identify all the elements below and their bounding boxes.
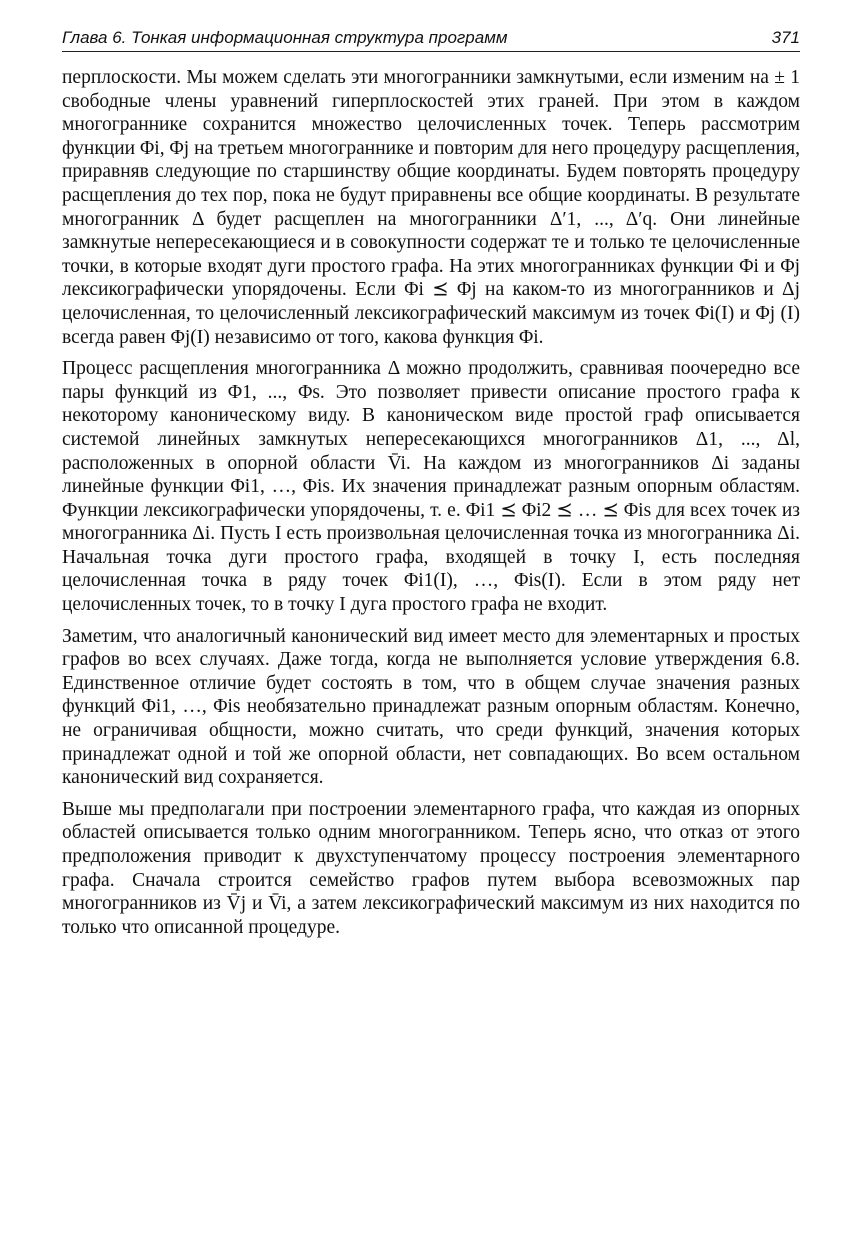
page-body <box>62 66 800 939</box>
paragraph-2: Процесс расщепления многогранника Δ можно продолжить, сравнивая поочередно все пары функций из Φ1, ..., Φs. Это позволяет привести описание простого графа к некоторому каноническому виду. В каноническом виде простой граф описывается системой линейных замкнутых непересекающихся многогранников Δ1, ..., Δl, расположенных в опорной области V̄i. На каждом из многогранников Δi заданы линейные функции Φi1, …, Φis. Их значения принадлежат разным опорным областям. Функции лексикографически упорядочены, т. е. Φi1 ⪯ Φi2 ⪯ … ⪯ Φis для всех точек из многогранника Δi. Пусть I есть произвольная целочисленная точка из многогранника Δi. Начальная точка дуги простого графа, входящей в точку I, есть последняя целочисленная точка в ряду точек Φi1(I), …, Φis(I). Если в этом ряду нет целочисленных точек, то в точку I дуга простого графа не входит. <box>62 358 801 616</box>
chapter-title: Глава 6. Тонкая информационная структура программ <box>62 28 508 47</box>
paragraph-3: Заметим, что аналогичный канонический вид имеет место для элементарных и простых графов во всех случаях. Даже тогда, когда не выполняется условие утверждения 6.8. Единственное отличие будет состоять в том, что в общем случае значения разных функций Φi1, …, Φis необязательно принадлежат разным опорным областям. Конечно, не ограничивая общности, можно считать, что среди функций, значения которых принадлежат одной и той же опорной области, нет совпадающих. Во всем остальном канонический вид сохраняется. <box>62 625 800 789</box>
paragraph-1: перплоскости. Мы можем сделать эти многогранники замкнутыми, если изменим на ± 1 свободные члены уравнений гиперплоскостей этих граней. При этом в каждом многограннике сохранится множество целочисленных точек. Теперь рассмотрим функции Φi, Φj на третьем многограннике и повторим для него процедуру расщепления, приравняв следующие по старшинству общие координаты. Будем повторять процедуру расщепления до тех пор, пока не будут приравнены все общие координаты. В результате многогранник Δ будет расщеплен на многогранники Δ′1, ..., Δ′q. Они линейные замкнутые непересекающиеся и в совокупности содержат те и только те целочисленные точки, в которые входят дуги простого графа. На этих многогранниках функции Φi и Φj лексикографически упорядочены. Если Φi ⪯ Φj на каком-то из многогранников и Δj целочисленная, то целочисленный лексикографический максимум из точек Φi(I) и Φj (I) всегда равен Φj(I) независимо от того, какова функция Φi. <box>62 67 800 348</box>
paragraph-4: Выше мы предполагали при построении элементарного графа, что каждая из опорных областей описывается только одним многогранником. Теперь ясно, что отказ от этого предположения приводит к двухступенчатому процессу построения элементарного графа. Сначала строится семейство графов путем выбора всевозможных пар многогранников из V̄j и V̄i, а затем лексикографический максимум из них находится по только что описанной процедуре. <box>62 798 800 938</box>
book-page <box>62 28 800 947</box>
page-number: 371 <box>771 28 800 47</box>
running-header <box>62 28 800 52</box>
